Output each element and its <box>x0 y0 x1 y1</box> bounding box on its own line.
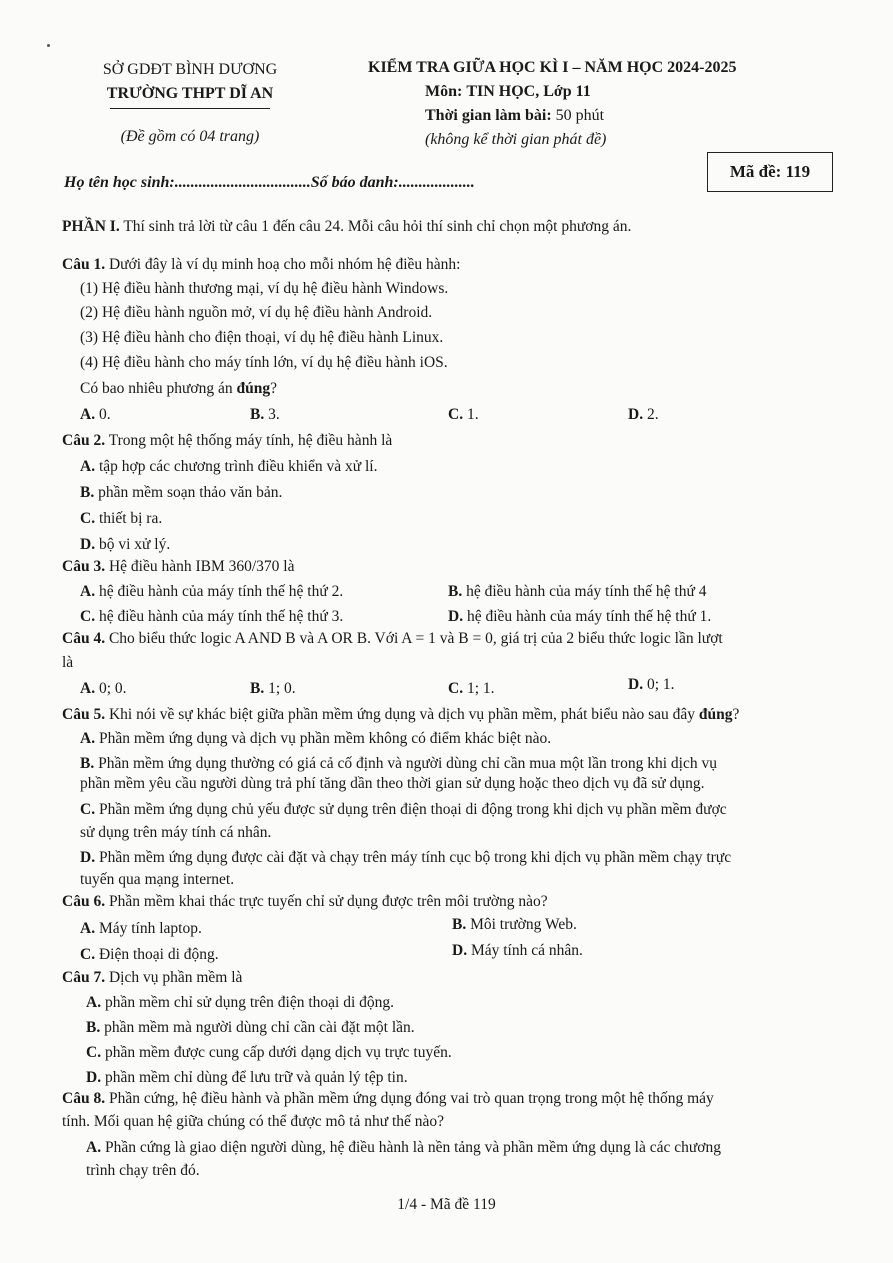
time-note: (không kể thời gian phát đề) <box>425 131 607 148</box>
header-divider <box>110 108 270 109</box>
q8-option-a[interactable]: A. Phần cứng là giao diện người dùng, hệ điều hành là nền tảng và phần mềm ứng dụng là các chương <box>86 1139 721 1156</box>
q2-option-c[interactable]: C. thiết bị ra. <box>80 510 163 527</box>
question-4: Câu 4. Cho biểu thức logic A AND B và A OR B. Với A = 1 và B = 0, giá trị của 2 biểu thức logic lần lượt <box>62 630 723 647</box>
q1-item-2: (2) Hệ điều hành nguồn mở, ví dụ hệ điều hành Android. <box>80 304 433 321</box>
page-footer: 1/4 - Mã đề 119 <box>397 1196 496 1213</box>
exam-code-box: Mã đề: 119 <box>707 152 833 192</box>
q6-option-c[interactable]: C. Điện thoại di động. <box>80 946 219 963</box>
q1-item-1: (1) Hệ điều hành thương mại, ví dụ hệ điều hành Windows. <box>80 280 449 297</box>
student-info-line <box>64 174 475 192</box>
q4-option-a[interactable]: A. 0; 0. <box>80 680 127 697</box>
q5-option-d-cont: tuyến qua mạng internet. <box>80 871 235 888</box>
q7-option-d[interactable]: D. phần mềm chỉ dùng để lưu trữ và quản lý tệp tin. <box>86 1069 408 1086</box>
school-header <box>60 58 320 149</box>
student-id-field: Số báo danh:................... <box>310 174 475 191</box>
school-name: TRƯỜNG THPT DĨ AN <box>106 85 274 102</box>
q6-option-d[interactable]: D. Máy tính cá nhân. <box>452 942 583 959</box>
q4-option-d[interactable]: D. 0; 1. <box>628 676 675 693</box>
q6-option-b[interactable]: B. Môi trường Web. <box>452 916 577 933</box>
question-4-cont: là <box>62 654 74 671</box>
q5-option-c[interactable]: C. Phần mềm ứng dụng chủ yếu được sử dụng trên điện thoại di động trong khi dịch vụ phần mềm được <box>80 801 727 818</box>
q6-option-a[interactable]: A. Máy tính laptop. <box>80 920 202 937</box>
q5-option-b[interactable]: B. Phần mềm ứng dụng thường có giá cả cố định và người dùng chỉ cần mua một lần trong khi dịch vụ <box>80 755 717 772</box>
q7-option-a[interactable]: A. phần mềm chỉ sử dụng trên điện thoại di động. <box>86 994 395 1011</box>
time-line: Thời gian làm bài: 50 phút <box>425 107 605 124</box>
q3-option-a[interactable]: A. hệ điều hành của máy tính thế hệ thứ 2. <box>80 583 344 600</box>
q1-option-c[interactable]: C. 1. <box>448 406 479 423</box>
exam-code: 119 <box>785 162 811 181</box>
q5-option-b-cont: phần mềm yêu cầu người dùng trả phí tăng dần theo thời gian sử dụng hoặc theo dịch vụ đã sử dụng. <box>80 775 705 792</box>
pages-note: (Đề gồm có 04 trang) <box>120 128 260 145</box>
q2-option-a[interactable]: A. tập hợp các chương trình điều khiển và xử lí. <box>80 458 378 475</box>
exam-title: KIỂM TRA GIỮA HỌC KÌ I – NĂM HỌC 2024-2025 <box>368 59 737 76</box>
q1-option-a[interactable]: A. 0. <box>80 406 111 423</box>
question-8-cont: tính. Mối quan hệ giữa chúng có thể được mô tả như thế nào? <box>62 1113 445 1130</box>
question-7: Câu 7. Dịch vụ phần mềm là <box>62 969 243 986</box>
question-8: Câu 8. Phần cứng, hệ điều hành và phần mềm ứng dụng đóng vai trò quan trọng trong một hệ thống máy <box>62 1090 714 1107</box>
q8-option-a-cont: trình chạy trên đó. <box>86 1162 200 1179</box>
q4-option-c[interactable]: C. 1; 1. <box>448 680 495 697</box>
subject: TIN HỌC, Lớp 11 <box>466 83 591 100</box>
department-name: SỞ GDĐT BÌNH DƯƠNG <box>102 61 278 78</box>
q1-item-4: (4) Hệ điều hành cho máy tính lớn, ví dụ hệ điều hành iOS. <box>80 354 448 371</box>
q1-option-b[interactable]: B. 3. <box>250 406 280 423</box>
q1-prompt: Có bao nhiêu phương án đúng? <box>80 380 278 397</box>
exam-header <box>368 56 736 152</box>
question-5: Câu 5. Khi nói về sự khác biệt giữa phần mềm ứng dụng và dịch vụ phần mềm, phát biểu nào sau đây đúng? <box>62 706 740 723</box>
question-3: Câu 3. Hệ điều hành IBM 360/370 là <box>62 558 295 575</box>
q5-option-c-cont: sử dụng trên máy tính cá nhân. <box>80 824 272 841</box>
question-1: Câu 1. Dưới đây là ví dụ minh hoạ cho mỗi nhóm hệ điều hành: <box>62 256 461 273</box>
student-name-field: Họ tên học sinh:.................................. <box>64 174 311 191</box>
q4-option-b[interactable]: B. 1; 0. <box>250 680 296 697</box>
q2-option-d[interactable]: D. bộ vi xử lý. <box>80 536 171 553</box>
q3-option-d[interactable]: D. hệ điều hành của máy tính thế hệ thứ 1. <box>448 608 712 625</box>
q5-option-d[interactable]: D. Phần mềm ứng dụng được cài đặt và chạy trên máy tính cục bộ trong khi dịch vụ phần mềm chạy trực <box>80 849 732 866</box>
q7-option-b[interactable]: B. phần mềm mà người dùng chỉ cần cài đặt một lần. <box>86 1019 415 1036</box>
q1-option-d[interactable]: D. 2. <box>628 406 659 423</box>
q3-option-c[interactable]: C. hệ điều hành của máy tính thế hệ thứ 3. <box>80 608 344 625</box>
q5-option-a[interactable]: A. Phần mềm ứng dụng và dịch vụ phần mềm không có điểm khác biệt nào. <box>80 730 552 747</box>
subject-line: Môn: TIN HỌC, Lớp 11 <box>425 83 591 100</box>
q3-option-b[interactable]: B. hệ điều hành của máy tính thế hệ thứ 4 <box>448 583 707 600</box>
time-value: 50 phút <box>555 107 605 124</box>
question-2: Câu 2. Trong một hệ thống máy tính, hệ điều hành là <box>62 432 393 449</box>
part1-instruction: PHẦN I. Thí sinh trả lời từ câu 1 đến câu 24. Mỗi câu hỏi thí sinh chỉ chọn một phương án. <box>62 218 632 235</box>
scan-dot <box>47 44 50 47</box>
question-6: Câu 6. Phần mềm khai thác trực tuyến chỉ sử dụng được trên môi trường nào? <box>62 893 548 910</box>
q7-option-c[interactable]: C. phần mềm được cung cấp dưới dạng dịch vụ trực tuyến. <box>86 1044 452 1061</box>
q1-item-3: (3) Hệ điều hành cho điện thoại, ví dụ hệ điều hành Linux. <box>80 329 444 346</box>
q2-option-b[interactable]: B. phần mềm soạn thảo văn bản. <box>80 484 283 501</box>
